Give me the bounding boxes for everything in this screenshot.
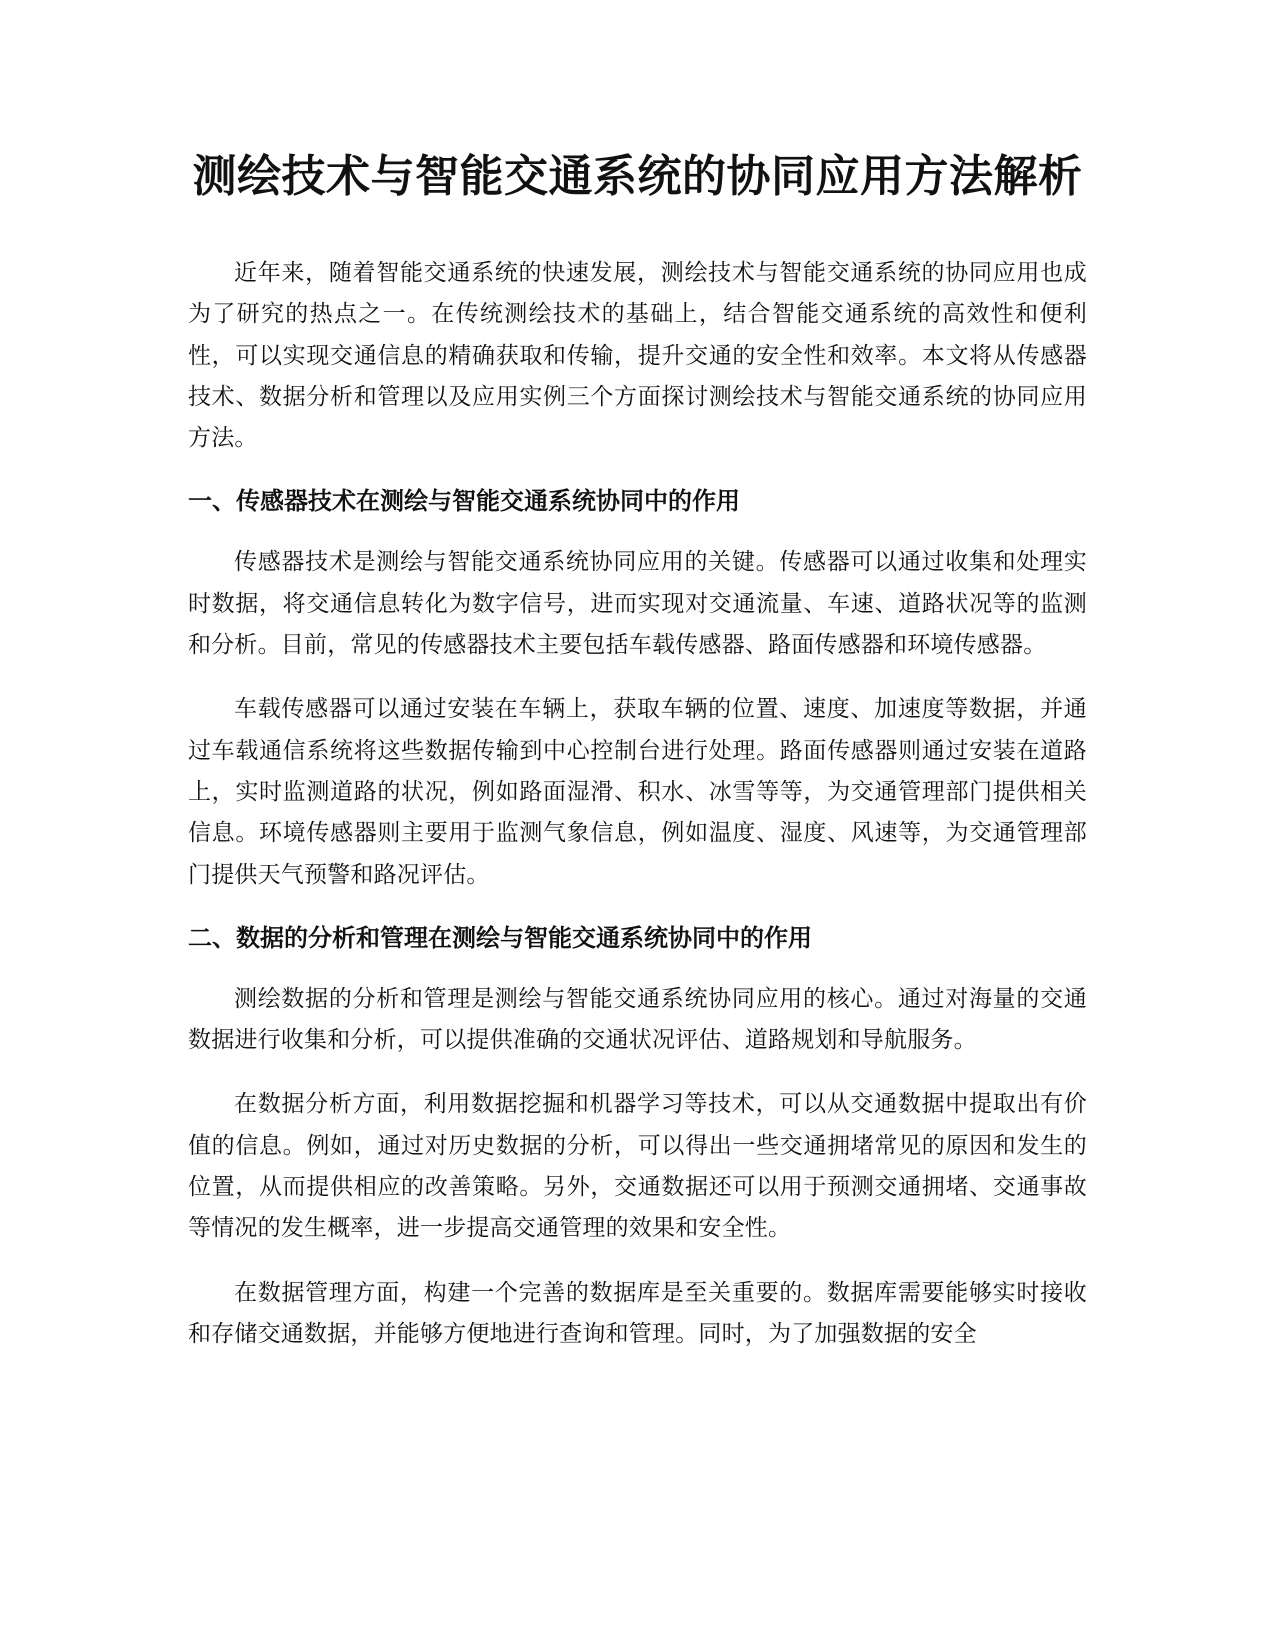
section-1-heading: 一、传感器技术在测绘与智能交通系统协同中的作用 bbox=[188, 487, 740, 516]
section-1-paragraph-2: 车载传感器可以通过安装在车辆上，获取车辆的位置、速度、加速度等数据，并通过车载通信系统将这些数据传输到中心控制台进行处理。路面传感器则通过安装在道路上，实时监测道路的状况，例如路面湿滑、积水、冰雪等等，为交通管理部门提供相关信息。环境传感器则主要用于监测气象信息，例如温度、湿度、风速等，为交通管理部门提供天气预警和路况评估。 bbox=[188, 696, 1087, 888]
section-2-paragraph-1: 测绘数据的分析和管理是测绘与智能交通系统协同应用的核心。通过对海量的交通数据进行收集和分析，可以提供准确的交通状况评估、道路规划和导航服务。 bbox=[188, 985, 1087, 1054]
section-1-paragraph-1: 传感器技术是测绘与智能交通系统协同应用的关键。传感器可以通过收集和处理实时数据，将交通信息转化为数字信号，进而实现对交通流量、车速、道路状况等的监测和分析。目前，常见的传感器技术主要包括车载传感器、路面传感器和环境传感器。 bbox=[188, 549, 1087, 659]
intro-paragraph: 近年来，随着智能交通系统的快速发展，测绘技术与智能交通系统的协同应用也成为了研究的热点之一。在传统测绘技术的基础上，结合智能交通系统的高效性和便利性，可以实现交通信息的精确获取和传输，提升交通的安全性和效率。本文将从传感器技术、数据分析和管理以及应用实例三个方面探讨测绘技术与智能交通系统的协同应用方法。 bbox=[188, 260, 1087, 452]
section-2-paragraph-3: 在数据管理方面，构建一个完善的数据库是至关重要的。数据库需要能够实时接收和存储交通数据，并能够方便地进行查询和管理。同时，为了加强数据的安全 bbox=[188, 1279, 1087, 1347]
section-2-heading: 二、数据的分析和管理在测绘与智能交通系统协同中的作用 bbox=[188, 923, 812, 952]
section-2-paragraph-2: 在数据分析方面，利用数据挖掘和机器学习等技术，可以从交通数据中提取出有价值的信息。例如，通过对历史数据的分析，可以得出一些交通拥堵常见的原因和发生的位置，从而提供相应的改善策略。另外，交通数据还可以用于预测交通拥堵、交通事故等情况的发生概率，进一步提高交通管理的效果和安全性。 bbox=[188, 1091, 1087, 1242]
document-title: 测绘技术与智能交通系统的协同应用方法解析 bbox=[192, 151, 1083, 202]
